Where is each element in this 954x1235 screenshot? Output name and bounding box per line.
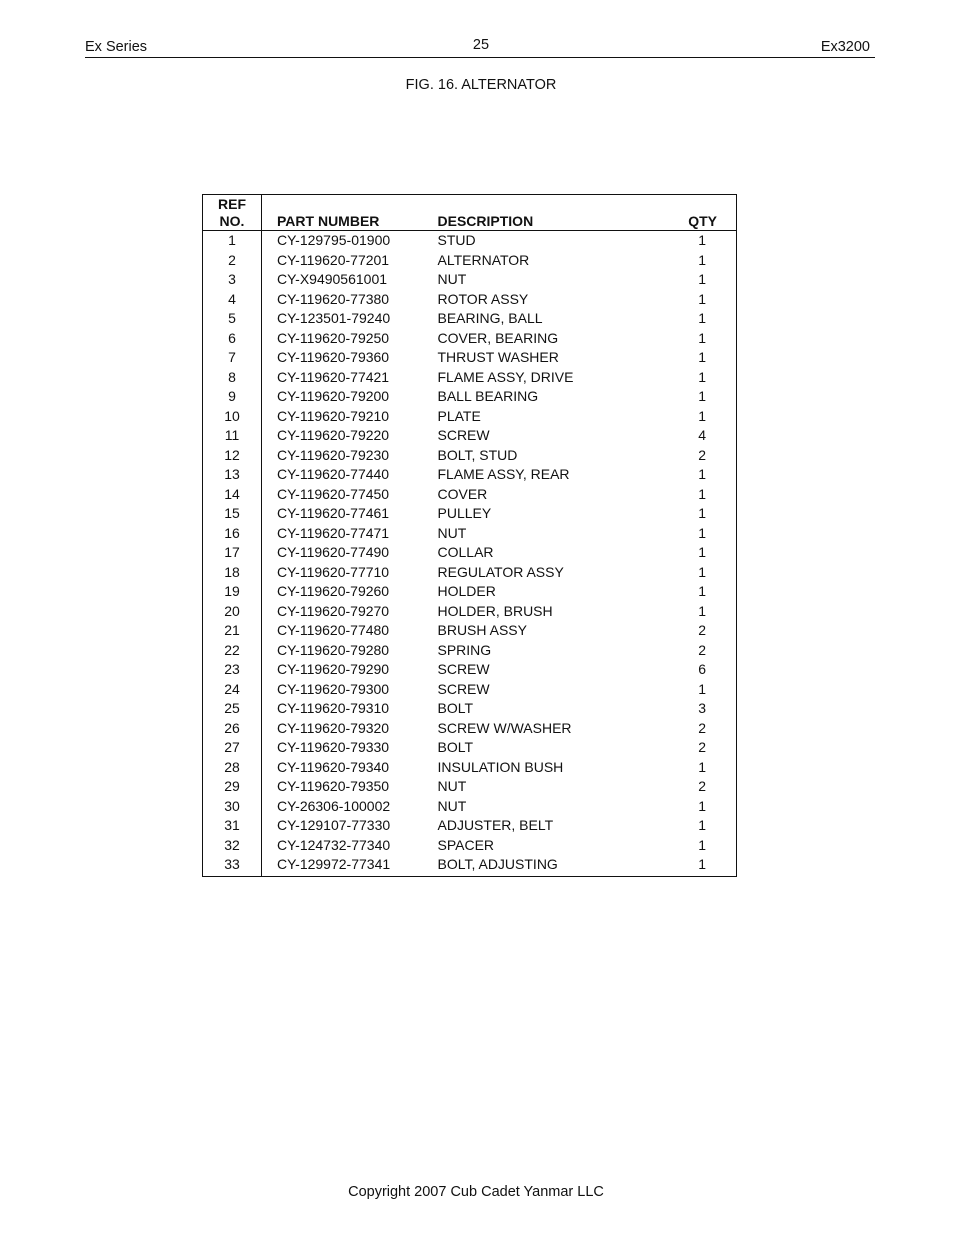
cell-qty: 1 xyxy=(698,232,706,248)
table-row xyxy=(203,231,737,251)
header-divider xyxy=(85,57,875,58)
cell-description: SPRING xyxy=(437,641,492,658)
cell-description: PULLEY xyxy=(437,505,492,521)
cell-part-number: CY-119620-77440 xyxy=(277,466,390,482)
cell-qty: 1 xyxy=(698,271,706,287)
table-row xyxy=(203,563,737,583)
cell-part-number: CY-119620-79210 xyxy=(277,407,390,424)
cell-qty: 6 xyxy=(698,661,706,677)
cell-qty: 1 xyxy=(698,485,706,502)
cell-part-number: CY-119620-79270 xyxy=(277,602,390,619)
cell-part-number: CY-124732-77340 xyxy=(277,836,391,853)
cell-ref-no: 16 xyxy=(203,524,262,544)
table-row xyxy=(203,270,737,290)
cell-ref-no: 33 xyxy=(203,855,262,876)
cell-part-number: CY-123501-79240 xyxy=(277,310,391,326)
figure-title: FIG. 16. ALTERNATOR xyxy=(405,77,557,93)
cell-qty: 1 xyxy=(698,836,706,853)
cell-part-number: CY-119620-79360 xyxy=(277,349,390,365)
cell-description: SCREW xyxy=(437,427,490,443)
cell-ref-no: 15 xyxy=(203,504,262,524)
column-header-ref xyxy=(203,195,262,231)
cell-ref-no: 27 xyxy=(203,738,262,758)
cell-ref-no: 23 xyxy=(203,660,262,680)
cell-part-number: CY-119620-79330 xyxy=(277,739,390,755)
cell-qty: 1 xyxy=(698,680,706,697)
cell-qty: 1 xyxy=(698,856,706,872)
cell-part-number: CY-X9490561001 xyxy=(277,271,388,287)
cell-part-number: CY-119620-77471 xyxy=(277,524,390,541)
cell-qty: 2 xyxy=(698,622,706,638)
cell-description: COVER, BEARING xyxy=(437,329,559,346)
cell-part-number: CY-119620-79350 xyxy=(277,778,390,794)
cell-description: PLATE xyxy=(437,407,481,424)
table-row xyxy=(203,719,737,739)
cell-ref-no: 13 xyxy=(203,465,262,485)
cell-ref-no: 10 xyxy=(203,407,262,427)
cell-qty: 1 xyxy=(698,602,706,619)
table-row xyxy=(203,699,737,719)
column-header-qty: QTY xyxy=(637,195,737,231)
cell-description: NUT xyxy=(437,524,467,541)
cell-ref-no: 11 xyxy=(203,426,262,446)
cell-description: SPACER xyxy=(437,836,495,853)
table-row xyxy=(203,680,737,700)
cell-ref-no: 21 xyxy=(203,621,262,641)
table-row xyxy=(203,309,737,329)
table-row xyxy=(203,524,737,544)
cell-part-number: CY-119620-77490 xyxy=(277,544,390,560)
cell-qty: 1 xyxy=(698,758,706,775)
table-row xyxy=(203,504,737,524)
cell-ref-no: 14 xyxy=(203,485,262,505)
cell-description: BRUSH ASSY xyxy=(437,622,527,638)
cell-description: SCREW xyxy=(437,680,490,697)
cell-description: ROTOR ASSY xyxy=(437,290,529,307)
cell-ref-no: 19 xyxy=(203,582,262,602)
cell-part-number: CY-119620-79340 xyxy=(277,758,390,775)
cell-qty: 2 xyxy=(698,739,706,755)
table-row xyxy=(203,816,737,836)
cell-part-number: CY-119620-77450 xyxy=(277,485,390,502)
cell-ref-no: 20 xyxy=(203,602,262,622)
cell-ref-no: 22 xyxy=(203,641,262,661)
cell-ref-no: 24 xyxy=(203,680,262,700)
cell-ref-no: 17 xyxy=(203,543,262,563)
cell-qty: 4 xyxy=(698,427,706,443)
cell-qty: 1 xyxy=(698,368,706,385)
cell-part-number: CY-119620-77710 xyxy=(277,563,390,580)
cell-description: BEARING, BALL xyxy=(437,310,543,326)
cell-ref-no: 32 xyxy=(203,836,262,856)
cell-description: HOLDER, BRUSH xyxy=(437,602,553,619)
cell-description: FLAME ASSY, DRIVE xyxy=(437,368,574,385)
cell-qty: 1 xyxy=(698,817,706,833)
table-row xyxy=(203,485,737,505)
cell-part-number: CY-119620-79300 xyxy=(277,680,390,697)
table-row xyxy=(203,290,737,310)
cell-part-number: CY-129795-01900 xyxy=(277,232,391,248)
column-header-description: DESCRIPTION xyxy=(423,195,637,231)
cell-ref-no: 4 xyxy=(203,290,262,310)
table-header-row xyxy=(203,195,737,231)
cell-part-number: CY-119620-79230 xyxy=(277,446,390,463)
cell-ref-no: 12 xyxy=(203,446,262,466)
cell-description: COVER xyxy=(437,485,488,502)
table-row xyxy=(203,582,737,602)
cell-part-number: CY-119620-79320 xyxy=(277,719,390,736)
cell-ref-no: 1 xyxy=(203,231,262,251)
table-row xyxy=(203,368,737,388)
cell-ref-no: 18 xyxy=(203,563,262,583)
table-row xyxy=(203,641,737,661)
cell-description: ALTERNATOR xyxy=(437,251,530,268)
cell-qty: 1 xyxy=(698,563,706,580)
cell-qty: 1 xyxy=(698,329,706,346)
cell-description: THRUST WASHER xyxy=(437,349,559,365)
table-row xyxy=(203,251,737,271)
cell-description: ADJUSTER, BELT xyxy=(437,817,554,833)
cell-ref-no: 25 xyxy=(203,699,262,719)
cell-description: BALL BEARING xyxy=(437,388,539,404)
cell-part-number: CY-119620-79310 xyxy=(277,700,390,716)
cell-qty: 1 xyxy=(698,388,706,404)
cell-qty: 1 xyxy=(698,797,706,814)
cell-qty: 1 xyxy=(698,583,706,599)
cell-ref-no: 9 xyxy=(203,387,262,407)
cell-part-number: CY-119620-79290 xyxy=(277,661,390,677)
cell-qty: 1 xyxy=(698,251,706,268)
cell-qty: 1 xyxy=(698,407,706,424)
table-row xyxy=(203,446,737,466)
table-row xyxy=(203,777,737,797)
cell-part-number: CY-119620-79280 xyxy=(277,641,390,658)
table-row xyxy=(203,387,737,407)
cell-qty: 2 xyxy=(698,641,706,658)
table-row xyxy=(203,465,737,485)
cell-part-number: CY-119620-79250 xyxy=(277,329,390,346)
table-row xyxy=(203,758,737,778)
cell-description: SCREW xyxy=(437,661,490,677)
header-series: Ex Series xyxy=(85,39,148,55)
table-row xyxy=(203,426,737,446)
cell-qty: 1 xyxy=(698,290,706,307)
cell-part-number: CY-119620-77421 xyxy=(277,368,390,385)
table-row xyxy=(203,329,737,349)
parts-table-body xyxy=(203,231,737,877)
cell-description: SCREW W/WASHER xyxy=(437,719,572,736)
cell-ref-no: 29 xyxy=(203,777,262,797)
cell-ref-no: 7 xyxy=(203,348,262,368)
cell-part-number: CY-129972-77341 xyxy=(277,856,391,872)
cell-ref-no: 5 xyxy=(203,309,262,329)
cell-ref-no: 8 xyxy=(203,368,262,388)
table-row xyxy=(203,348,737,368)
cell-ref-no: 6 xyxy=(203,329,262,349)
cell-part-number: CY-119620-79200 xyxy=(277,388,390,404)
cell-qty: 1 xyxy=(698,349,706,365)
cell-qty: 2 xyxy=(698,719,706,736)
column-header-ref-line1: REF xyxy=(218,196,246,212)
cell-qty: 1 xyxy=(698,466,706,482)
cell-description: BOLT, STUD xyxy=(437,446,518,463)
cell-part-number: CY-119620-77480 xyxy=(277,622,390,638)
cell-description: NUT xyxy=(437,778,467,794)
table-row xyxy=(203,738,737,758)
cell-ref-no: 30 xyxy=(203,797,262,817)
cell-qty: 1 xyxy=(698,310,706,326)
cell-ref-no: 2 xyxy=(203,251,262,271)
cell-description: NUT xyxy=(437,797,467,814)
page-number: 25 xyxy=(472,37,490,53)
cell-ref-no: 26 xyxy=(203,719,262,739)
cell-part-number: CY-119620-77201 xyxy=(277,251,390,268)
cell-part-number: CY-26306-100002 xyxy=(277,797,391,814)
cell-description: HOLDER xyxy=(437,583,496,599)
cell-ref-no: 31 xyxy=(203,816,262,836)
table-row xyxy=(203,543,737,563)
cell-description: REGULATOR ASSY xyxy=(437,563,564,580)
cell-qty: 1 xyxy=(698,505,706,521)
cell-qty: 2 xyxy=(698,446,706,463)
cell-description: BOLT, ADJUSTING xyxy=(437,856,558,872)
cell-part-number: CY-129107-77330 xyxy=(277,817,391,833)
column-header-ref-line2: NO. xyxy=(219,213,245,229)
cell-part-number: CY-119620-79220 xyxy=(277,427,390,443)
cell-qty: 3 xyxy=(698,700,706,716)
cell-description: INSULATION BUSH xyxy=(437,758,564,775)
cell-description: FLAME ASSY, REAR xyxy=(437,466,570,482)
parts-table xyxy=(202,194,737,877)
cell-ref-no: 3 xyxy=(203,270,262,290)
table-row xyxy=(203,407,737,427)
table-row xyxy=(203,602,737,622)
table-row xyxy=(203,660,737,680)
cell-qty: 1 xyxy=(698,544,706,560)
cell-description: NUT xyxy=(437,271,467,287)
cell-description: BOLT xyxy=(437,700,474,716)
copyright-footer: Copyright 2007 Cub Cadet Yanmar LLC xyxy=(348,1184,604,1200)
table-row xyxy=(203,621,737,641)
cell-qty: 2 xyxy=(698,778,706,794)
column-header-part-number: PART NUMBER xyxy=(262,195,423,231)
cell-ref-no: 28 xyxy=(203,758,262,778)
cell-description: STUD xyxy=(437,232,476,248)
cell-part-number: CY-119620-77461 xyxy=(277,505,390,521)
table-row xyxy=(203,836,737,856)
cell-part-number: CY-119620-77380 xyxy=(277,290,390,307)
cell-qty: 1 xyxy=(698,524,706,541)
cell-description: BOLT xyxy=(437,739,474,755)
table-row xyxy=(203,855,737,876)
header-model: Ex3200 xyxy=(820,39,870,55)
cell-description: COLLAR xyxy=(437,544,494,560)
cell-part-number: CY-119620-79260 xyxy=(277,583,390,599)
table-row xyxy=(203,797,737,817)
